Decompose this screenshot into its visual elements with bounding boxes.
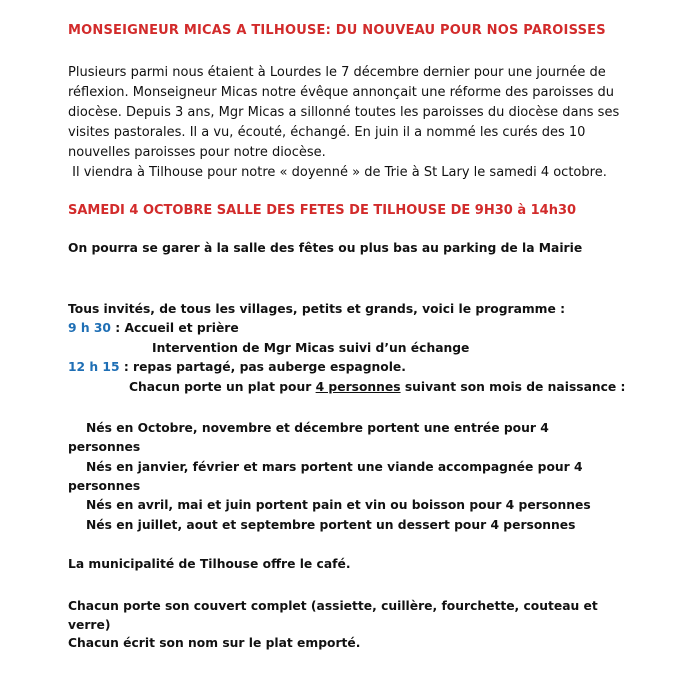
plat-text-end: suivant son mois de naissance :: [400, 380, 626, 394]
program-intro: Tous invités, de tous les villages, petits et grands, voici le programme :: [68, 302, 566, 316]
month-line: Nés en juillet, aout et septembre portent un dessert pour 4 personnes: [86, 518, 576, 532]
intro-paragraph: [68, 63, 628, 183]
month-line: Nés en janvier, février et mars portent une viande accompagnée pour 4 personnes: [68, 460, 583, 493]
time-label: 9 h 30: [68, 321, 111, 335]
parking-info: On pourra se garer à la salle des fêtes ou plus bas au parking de la Mairie: [68, 241, 583, 255]
program-item-repas: [68, 360, 406, 374]
couvert-info: Chacun porte son couvert complet (assiette, cuillère, fourchette, couteau et verre): [68, 599, 598, 632]
plat-instruction: [129, 380, 625, 394]
plat-underlined: 4 personnes: [315, 380, 401, 394]
event-subtitle: SAMEDI 4 OCTOBRE SALLE DES FETES DE TILHOUSE DE 9H30 à 14h30: [68, 203, 577, 218]
cafe-info: La municipalité de Tilhouse offre le café.: [68, 557, 351, 571]
intro-line: diocèse. Depuis 3 ans, Mgr Micas a sillonné toutes les paroisses du diocèse dans ses: [68, 105, 620, 120]
intro-line: Il viendra à Tilhouse pour notre « doyenné » de Trie à St Lary le samedi 4 octobre.: [68, 165, 607, 180]
month-line: Nés en avril, mai et juin portent pain et vin ou boisson pour 4 personnes: [86, 498, 591, 512]
plat-text: Chacun porte un plat pour: [129, 380, 316, 394]
intro-line: réflexion. Monseigneur Micas notre évêque annonçait une réforme des paroisses du: [68, 85, 615, 100]
page-title: MONSEIGNEUR MICAS A TILHOUSE: DU NOUVEAU POUR NOS PAROISSES: [68, 23, 606, 38]
intro-line: nouvelles paroisses pour notre diocèse.: [68, 145, 326, 160]
program-item-accueil: [68, 321, 239, 335]
program-item-intervention: Intervention de Mgr Micas suivi d’un échange: [152, 341, 470, 355]
program-item-text: : repas partagé, pas auberge espagnole.: [119, 360, 406, 374]
intro-line: Plusieurs parmi nous étaient à Lourdes le 7 décembre dernier pour une journée de: [68, 65, 606, 80]
time-label: 12 h 15: [68, 360, 120, 374]
nom-info: Chacun écrit son nom sur le plat emporté.: [68, 636, 361, 650]
intro-line: visites pastorales. Il a vu, écouté, échangé. En juin il a nommé les curés des 10: [68, 125, 586, 140]
month-line: Nés en Octobre, novembre et décembre portent une entrée pour 4 personnes: [68, 421, 549, 454]
program-item-text: : Accueil et prière: [111, 321, 239, 335]
